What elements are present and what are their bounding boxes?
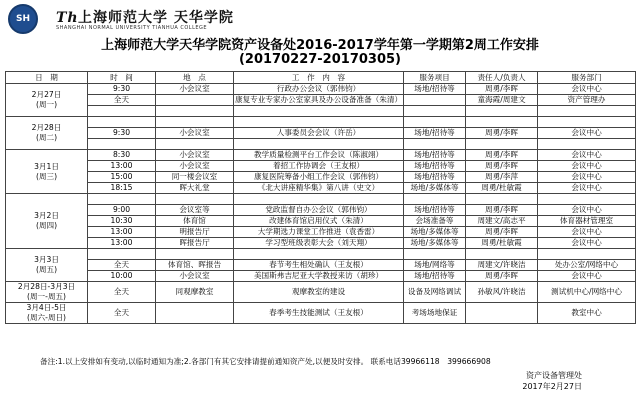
department-cell: 会议中心 bbox=[538, 205, 636, 216]
time-cell: 10:30 bbox=[88, 216, 156, 227]
table-row bbox=[6, 84, 636, 95]
time-cell: 8:30 bbox=[88, 150, 156, 161]
location-cell: 明报告厅 bbox=[156, 227, 234, 238]
service-cell: 场地/招待等 bbox=[404, 205, 466, 216]
location-cell bbox=[156, 303, 234, 324]
date-cell bbox=[6, 84, 88, 117]
date-label: 3月2日 bbox=[34, 211, 59, 220]
service-cell bbox=[404, 249, 466, 260]
time-cell bbox=[88, 139, 156, 150]
department-cell bbox=[538, 249, 636, 260]
location-cell bbox=[156, 117, 234, 128]
service-cell: 场地/招待等 bbox=[404, 161, 466, 172]
location-cell bbox=[156, 139, 234, 150]
date-cell bbox=[6, 117, 88, 150]
date-label: 3月1日 bbox=[34, 161, 59, 171]
person-cell bbox=[466, 106, 538, 117]
date-cell bbox=[6, 303, 88, 324]
department-cell bbox=[538, 139, 636, 150]
content-cell: 康复专业专家办公室家具及办公设备准备（朱清） bbox=[235, 95, 403, 104]
person-cell bbox=[466, 139, 538, 150]
department-cell: 会议中心 bbox=[538, 128, 636, 139]
college-badge-icon: SH bbox=[8, 4, 38, 34]
location-cell: 小会议室 bbox=[156, 150, 234, 161]
department-cell: 会议中心 bbox=[538, 183, 636, 194]
date-cell bbox=[6, 282, 88, 303]
date-cell bbox=[6, 249, 88, 282]
department-cell: 会议中心 bbox=[538, 161, 636, 172]
time-cell: 10:00 bbox=[88, 271, 156, 282]
table-row bbox=[6, 150, 636, 161]
table-row bbox=[6, 128, 636, 139]
department-cell bbox=[538, 106, 636, 117]
time-cell: 13:00 bbox=[88, 227, 156, 238]
service-cell: 场地/招待等 bbox=[404, 271, 466, 282]
time-cell bbox=[88, 194, 156, 205]
person-cell: 周勇/李晖 bbox=[466, 271, 538, 282]
content-cell bbox=[234, 194, 404, 205]
location-cell: 小会议室 bbox=[156, 128, 234, 139]
location-cell: 体育馆、晖报告 bbox=[156, 260, 234, 271]
date-label: 2月27日 bbox=[31, 90, 62, 99]
person-cell: 孙敏风/许晓洁 bbox=[466, 282, 538, 303]
content-cell: 大学期选力课堂工作推进（袁香雷） bbox=[234, 227, 404, 238]
content-cell: 党政监督自办公会议（郭伟钧） bbox=[234, 205, 404, 216]
location-cell: 晖报告厅 bbox=[156, 238, 234, 249]
person-cell: 周勇/李晖 bbox=[466, 84, 538, 95]
time-cell: 全天 bbox=[88, 282, 156, 303]
table-row bbox=[6, 117, 636, 128]
time-cell: 9:30 bbox=[88, 128, 156, 139]
time-cell bbox=[88, 117, 156, 128]
location-cell: 体育馆 bbox=[156, 216, 234, 227]
table-row bbox=[6, 205, 636, 216]
service-cell bbox=[404, 95, 466, 106]
department-cell: 会议中心 bbox=[538, 227, 636, 238]
table-row bbox=[6, 194, 636, 205]
date-label: 3月4日-5日 bbox=[26, 303, 67, 312]
person-cell: 周勇/李晖 bbox=[466, 161, 538, 172]
footer-note: 备注:1.以上安排如有变动,以临时通知为准;2.各部门有其它安排请提前通知资产处,以便及时安排。 联系电话39966118 399666908 bbox=[40, 357, 491, 366]
location-cell: 小会议室 bbox=[156, 84, 234, 95]
service-cell bbox=[404, 106, 466, 117]
content-cell: 行政办公会议（郭伟钧） bbox=[234, 84, 404, 95]
table-row bbox=[6, 216, 636, 227]
department-cell: 处办公室/网络中心 bbox=[538, 260, 636, 271]
footer-signature: 资产设备管理处 bbox=[526, 371, 582, 380]
department-cell: 会议中心 bbox=[538, 172, 636, 183]
time-cell: 全天 bbox=[88, 95, 156, 106]
date-cell bbox=[6, 150, 88, 194]
table-row bbox=[6, 106, 636, 117]
person-cell: 周勇/李晖 bbox=[466, 227, 538, 238]
col-header-time: 时 间 bbox=[88, 72, 156, 84]
content-cell: 春季考生技能测试（王友根） bbox=[234, 303, 404, 324]
col-header-service: 服务项目 bbox=[404, 72, 466, 84]
col-header-person: 责任人/负责人 bbox=[466, 72, 538, 84]
location-cell bbox=[156, 106, 234, 117]
table-row bbox=[6, 282, 636, 303]
department-cell: 测试机中心/网络中心 bbox=[538, 282, 636, 303]
service-cell: 场地/多媒体等 bbox=[404, 183, 466, 194]
department-cell: 会议中心 bbox=[538, 238, 636, 249]
college-logo-text bbox=[56, 7, 234, 27]
department-cell: 资产管理办 bbox=[538, 95, 636, 106]
service-cell: 场地/网络等 bbox=[404, 260, 466, 271]
person-cell bbox=[466, 303, 538, 324]
content-cell: 《北大讲座精华集》第八讲（史文） bbox=[234, 183, 404, 194]
person-cell: 周勇/杜敏霞 bbox=[466, 183, 538, 194]
person-cell: 周勇/杜敏霞 bbox=[466, 238, 538, 249]
col-header-date: 日 期 bbox=[6, 72, 88, 84]
content-cell bbox=[234, 249, 404, 260]
weekday-label: (周六-周日) bbox=[26, 313, 67, 322]
table-row bbox=[6, 139, 636, 150]
service-cell: 场地/多媒体等 bbox=[404, 227, 466, 238]
service-cell: 场地/招待等 bbox=[404, 84, 466, 95]
content-cell: 人事委员会会议（许岳） bbox=[234, 128, 404, 139]
person-cell: 周勇/李晖 bbox=[466, 150, 538, 161]
weekday-label: (周一) bbox=[35, 100, 58, 109]
table-row bbox=[6, 227, 636, 238]
content-cell: 美国斯弗吉尼亚大学教授来访（胡珍） bbox=[234, 271, 404, 282]
table-row bbox=[6, 95, 636, 106]
person-cell bbox=[466, 194, 538, 205]
content-cell: 春节考生相处确认（王友根） bbox=[234, 260, 404, 271]
page-title: 上海师范大学天华学院资产设备处2016-2017学年第一学期第2周工作安排 bbox=[101, 38, 539, 53]
person-cell: 童海霞/周建文 bbox=[466, 95, 538, 106]
service-cell: 场地/多媒体等 bbox=[404, 238, 466, 249]
person-cell bbox=[466, 117, 538, 128]
page-header bbox=[0, 0, 640, 34]
table-row bbox=[6, 172, 636, 183]
table-row bbox=[6, 238, 636, 249]
table-header-row bbox=[6, 72, 636, 84]
service-cell bbox=[404, 194, 466, 205]
time-cell: 全天 bbox=[88, 260, 156, 271]
table-row bbox=[6, 183, 636, 194]
department-cell: 会议中心 bbox=[538, 84, 636, 95]
date-label: 3月3日 bbox=[34, 255, 59, 264]
department-cell: 教室中心 bbox=[538, 303, 636, 324]
col-header-location: 地 点 bbox=[156, 72, 234, 84]
person-cell: 周建文/高志平 bbox=[466, 216, 538, 227]
content-cell bbox=[234, 106, 404, 117]
department-cell: 会议中心 bbox=[538, 150, 636, 161]
person-cell bbox=[466, 249, 538, 260]
weekday-label: (周三) bbox=[35, 171, 58, 181]
col-header-department: 服务部门 bbox=[538, 72, 636, 84]
time-cell: 15:00 bbox=[88, 172, 156, 183]
service-cell: 场地/招待等 bbox=[404, 172, 466, 183]
time-cell: 18:15 bbox=[88, 183, 156, 194]
time-cell: 9:30 bbox=[88, 84, 156, 95]
schedule-body bbox=[6, 84, 636, 324]
time-cell: 9:00 bbox=[88, 205, 156, 216]
schedule-table bbox=[5, 71, 636, 324]
service-cell: 场地/招待等 bbox=[404, 128, 466, 139]
date-label: 2月28日 bbox=[31, 123, 62, 132]
department-cell bbox=[538, 117, 636, 128]
content-cell: 教学质量检测平台工作会议（陈淑翊） bbox=[234, 150, 404, 161]
content-cell: 改建体育馆启用仪式（朱清） bbox=[234, 216, 404, 227]
table-row bbox=[6, 260, 636, 271]
service-cell bbox=[404, 139, 466, 150]
table-row bbox=[6, 249, 636, 260]
time-cell: 全天 bbox=[88, 303, 156, 324]
person-cell: 周勇/李晖 bbox=[466, 128, 538, 139]
service-cell: 会场准备等 bbox=[404, 216, 466, 227]
person-cell: 周勇/李萍 bbox=[466, 172, 538, 183]
content-cell: 康复医院筹备小组工作会议（郭伟钧） bbox=[234, 172, 404, 183]
location-cell: 小会议室 bbox=[156, 161, 234, 172]
time-cell bbox=[88, 249, 156, 260]
location-cell: 晖大礼堂 bbox=[156, 183, 234, 194]
weekday-label: (周五) bbox=[35, 265, 58, 274]
weekday-label: (周二) bbox=[35, 133, 58, 142]
logo-name: 上海师范大学 天华学院 bbox=[78, 10, 234, 26]
service-cell: 设备及网络调试 bbox=[404, 282, 466, 303]
content-cell bbox=[234, 117, 404, 128]
service-cell bbox=[404, 117, 466, 128]
location-cell: 小会议室 bbox=[156, 271, 234, 282]
weekday-label: (周一-周五) bbox=[26, 292, 67, 301]
department-cell bbox=[538, 194, 636, 205]
time-cell: 13:00 bbox=[88, 161, 156, 172]
person-cell: 周勇/李晖 bbox=[466, 205, 538, 216]
time-cell: 13:00 bbox=[88, 238, 156, 249]
location-cell: 同观摩教室 bbox=[156, 282, 234, 303]
department-cell: 会议中心 bbox=[538, 271, 636, 282]
location-cell: 同一楼会议室 bbox=[156, 172, 234, 183]
weekday-label: (周四) bbox=[35, 221, 58, 230]
logo-mark: Th bbox=[56, 10, 79, 26]
location-cell bbox=[156, 194, 234, 205]
col-header-content: 工 作 内 容 bbox=[234, 72, 404, 84]
service-cell: 场地/招待等 bbox=[404, 150, 466, 161]
table-row bbox=[6, 271, 636, 282]
content-cell: 着招工作协调会（王友根） bbox=[234, 161, 404, 172]
table-row bbox=[6, 161, 636, 172]
content-cell bbox=[234, 139, 404, 150]
person-cell: 周建文/许晓洁 bbox=[466, 260, 538, 271]
location-cell bbox=[156, 95, 234, 106]
location-cell: 会议室等 bbox=[156, 205, 234, 216]
location-cell bbox=[156, 249, 234, 260]
department-cell: 体育器材管理室 bbox=[538, 216, 636, 227]
date-cell bbox=[6, 194, 88, 249]
service-cell: 考场场地保证 bbox=[404, 303, 466, 324]
time-cell bbox=[88, 106, 156, 117]
page-subtitle: (20170227-20170305) bbox=[238, 52, 401, 67]
college-logo-subtitle: SHANGHAI NORMAL UNIVERSITY TIANHUA COLLEGE bbox=[56, 25, 208, 31]
content-cell: 学习型班级表彰大会（刘天翔） bbox=[234, 238, 404, 249]
content-cell: 观摩教室的建设 bbox=[234, 282, 404, 303]
date-label: 2月28日-3月3日 bbox=[17, 282, 76, 291]
table-row bbox=[6, 303, 636, 324]
footer-date: 2017年2月27日 bbox=[522, 382, 582, 391]
